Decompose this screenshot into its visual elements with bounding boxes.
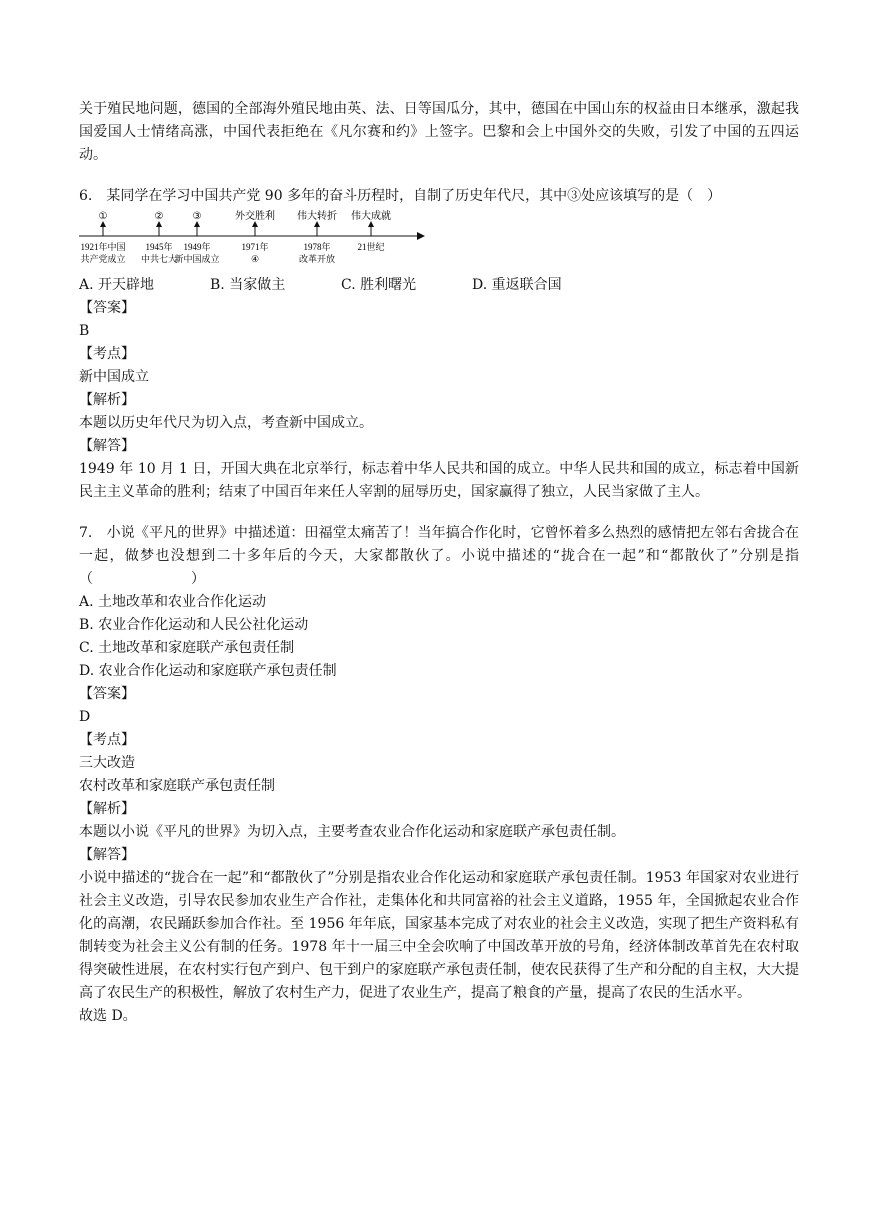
timeline-top-label: 伟大成就	[351, 211, 391, 222]
q7-analysis-heading: 【解析】	[79, 801, 135, 817]
timeline-event: 改革开放	[298, 254, 336, 264]
timeline-arrowhead	[417, 232, 425, 240]
q6-options	[79, 274, 799, 297]
timeline-year: 1921年中国	[80, 242, 126, 252]
timeline-event: 共产党成立	[80, 254, 126, 264]
timeline-top-label: ①	[98, 211, 108, 222]
timeline-event: 中共七大	[140, 254, 178, 264]
timeline-event: 新中国成立	[174, 254, 220, 264]
q7-point-heading: 【考点】	[79, 732, 135, 748]
q7-conclusion: 故选 D。	[79, 1008, 137, 1024]
timeline-year: 1971年	[241, 242, 269, 252]
q6-option-b: B. 当家做主	[210, 277, 286, 293]
q7-option-d: D. 农业合作化运动和家庭联产承包责任制	[79, 663, 337, 679]
q6-solution: 1949 年 10 月 1 日，开国大典在北京举行，标志着中华人民共和国的成立。中华人民共和国的成立，标志着中国新民主主义革命的胜利；结束了中国百年来任人宰割的屈辱历史，国家赢得了独立，人民当家做了主人。	[79, 461, 799, 500]
timeline-mark-6	[351, 210, 391, 252]
q6-solution-heading: 【解答】	[79, 438, 135, 454]
timeline-event: ④	[250, 254, 260, 264]
q6-analysis-heading: 【解析】	[79, 392, 135, 408]
timeline-top-label: 伟大转折	[297, 211, 337, 222]
timeline-mark-3	[174, 211, 219, 264]
q7-point-1: 三大改造	[79, 755, 135, 771]
timeline-year: 21世纪	[357, 242, 385, 252]
q6-timeline	[79, 210, 799, 272]
q7-solution: 小说中描述的“拢合在一起”和“都散伙了”分别是指农业合作化运动和家庭联产承包责任制。1953 年国家对农业进行社会主义改造，引导农民参加农业生产合作社，走集体化和共同富裕的社会主义道路，1955 年，全国掀起农业合作化的高潮，农民踊跃参加合作社。至 1956 年年底，国家基本完成了对农业的社会主义改造，实现了把生产资料私有制转变为社会主义公有制的任务。1978 年十一届三中全会吹响了中国改革开放的号角，经济体制改革首先在农村取得突破性进展，在农村实行包产到户、包干到户的家庭联产承包责任制，使农民获得了生产和分配的自主权，大大提高了农民生产的积极性，解放了农村生产力，促进了农业生产，提高了粮食的产量，提高了农民的生活水平。	[79, 870, 799, 1001]
q6-answer-heading: 【答案】	[79, 300, 135, 316]
intro-paragraph: 关于殖民地问题，德国的全部海外殖民地由英、法、日等国瓜分，其中，德国在中国山东的权益由日本继承，激起我国爱国人士情绪高涨，中国代表拒绝在《凡尔赛和约》上签字。巴黎和会上中国外交的失败，引发了中国的五四运动。	[79, 101, 799, 163]
timeline-year: 1949年	[183, 242, 211, 252]
timeline-mark-2	[141, 211, 177, 264]
q6-point: 新中国成立	[79, 369, 149, 385]
timeline-top-label: ②	[154, 211, 164, 222]
q6-answer: B	[79, 323, 90, 339]
q7-point-2: 农村改革和家庭联产承包责任制	[79, 778, 275, 794]
q7-analysis: 本题以小说《平凡的世界》为切入点，主要考查农业合作化运动和家庭联产承包责任制。	[79, 824, 625, 840]
q7-answer: D	[79, 709, 91, 725]
q7-solution-heading: 【解答】	[79, 847, 135, 863]
q6-stem: 6. 某同学在学习中国共产党 90 多年的奋斗历程时，自制了历史年代尺，其中③处应该填写的是（ ）	[79, 188, 722, 204]
timeline-top-label: 外交胜利	[235, 211, 275, 222]
timeline-year: 1945年	[145, 242, 173, 252]
timeline-figure	[79, 210, 439, 272]
q6-option-d: D. 重返联合国	[472, 277, 562, 293]
q7-answer-heading: 【答案】	[79, 686, 135, 702]
timeline-year: 1978年	[303, 242, 331, 252]
document-page	[79, 98, 799, 1028]
timeline-mark-4	[235, 210, 275, 264]
q7-option-a: A. 土地改革和农业合作化运动	[79, 594, 267, 610]
q6-option-a: A. 开天辟地	[79, 277, 155, 293]
q6-analysis: 本题以历史年代尺为切入点，考查新中国成立。	[79, 415, 373, 431]
q7-option-b: B. 农业合作化运动和人民公社化运动	[79, 617, 309, 633]
timeline-top-label: ③	[192, 211, 202, 222]
q6-option-c: C. 胜利曙光	[341, 277, 417, 293]
timeline-mark-1	[80, 211, 125, 264]
q7-option-c: C. 土地改革和家庭联产承包责任制	[79, 640, 295, 656]
timeline-mark-5	[297, 210, 337, 264]
q6-point-heading: 【考点】	[79, 346, 135, 362]
q7-stem: 7. 小说《平凡的世界》中描述道：田福堂太痛苦了！当年搞合作化时，它曾怀着多么热烈的感情把左邻右舍拢合在一起，做梦也没想到二十多年后的今天，大家都散伙了。小说中描述的“拢合在一起”和“都散伙了”分别是指（ ）	[79, 525, 799, 587]
